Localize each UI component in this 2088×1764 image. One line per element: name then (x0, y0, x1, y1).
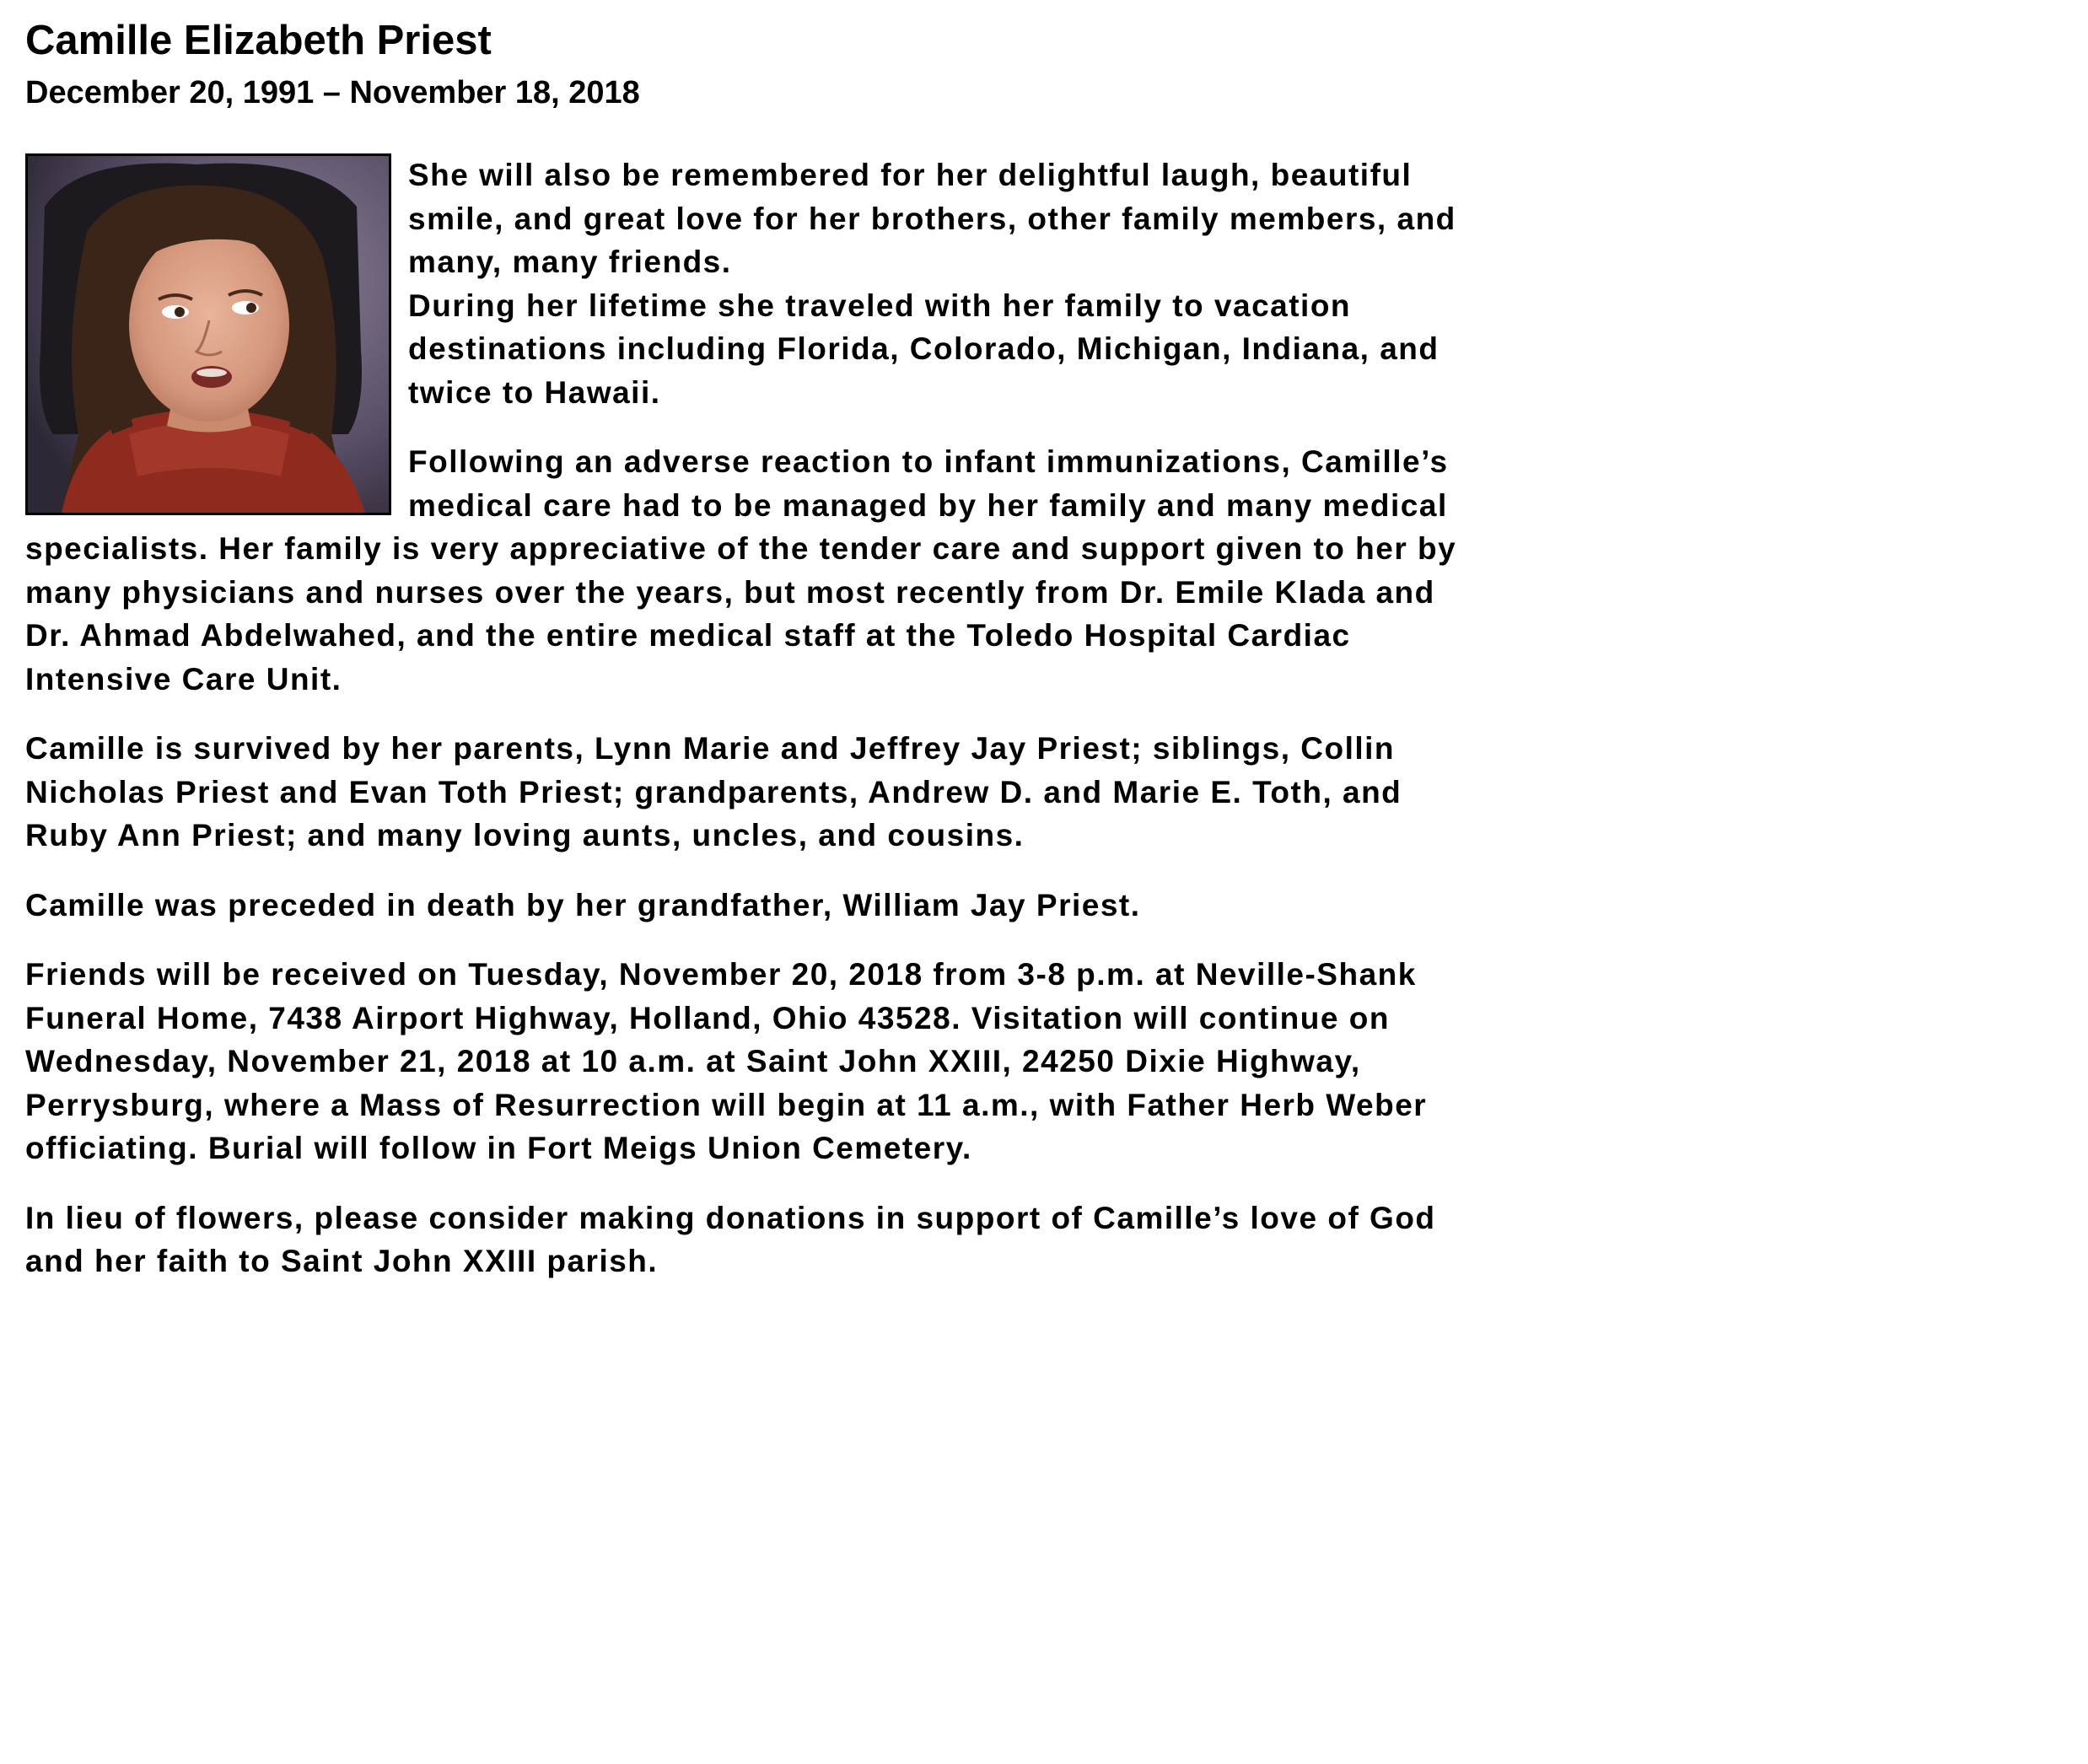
paragraph-services: Friends will be received on Tuesday, November 20, 2018 from 3-8 p.m. at Neville-Shank Funeral Home, 7438 Airport Highway, Holland, Ohio 43528. Visitation will continue on Wednesday, November 21, 2018 at 10 a.m. at Saint John XXIII, 24250 Dixie Highway, Perrysburg, where a Mass of Resurrection will begin at 11 a.m., with Father Herb Weber officiating. Burial will follow in Fort Meigs Union Cemetery. (25, 957, 1428, 1165)
portrait-image (28, 156, 389, 513)
obituary-page (25, 13, 1459, 1310)
paragraph-travel: During her lifetime she traveled with her family to vacation destinations including Florida, Colorado, Michigan, Indiana, and twice to Hawaii. (408, 288, 1440, 410)
portrait-photo (25, 153, 391, 515)
paragraph-donations: In lieu of flowers, please consider making donations in support of Camille’s love of God and her faith to Saint John XXIII parish. (25, 1200, 1436, 1278)
obituary-body (25, 153, 1459, 1283)
obituary-name: Camille Elizabeth Priest (25, 18, 492, 63)
paragraph-preceded: Camille was preceded in death by her grandfather, William Jay Priest. (25, 887, 1141, 922)
paragraph-survived-by: Camille is survived by her parents, Lynn Marie and Jeffrey Jay Priest; siblings, Collin Nicholas Priest and Evan Toth Priest; grandparents, Andrew D. and Marie E. Toth, and Ruby Ann Priest; and many loving aunts, uncles, and cousins. (25, 731, 1402, 852)
paragraph-medical-care-text: Following an adverse reaction to infant immunizations, Camille’s medical care had to be managed by her family and many medical specialists. Her family is very appreciative of the tender care and support given to her by many physicians and nurses over the years, but most recently from Dr. Emile Klada and Dr. Ahmad Abdelwahed, and the entire medical staff at the Toledo Hospital Cardiac Intensive Care Unit. (25, 444, 1457, 696)
paragraph-remembered: She will also be remembered for her delightful laugh, beautiful smile, and great love for her brothers, other family members, and many, many friends. (408, 158, 1456, 279)
obituary-dates: December 20, 1991 – November 18, 2018 (25, 75, 640, 110)
